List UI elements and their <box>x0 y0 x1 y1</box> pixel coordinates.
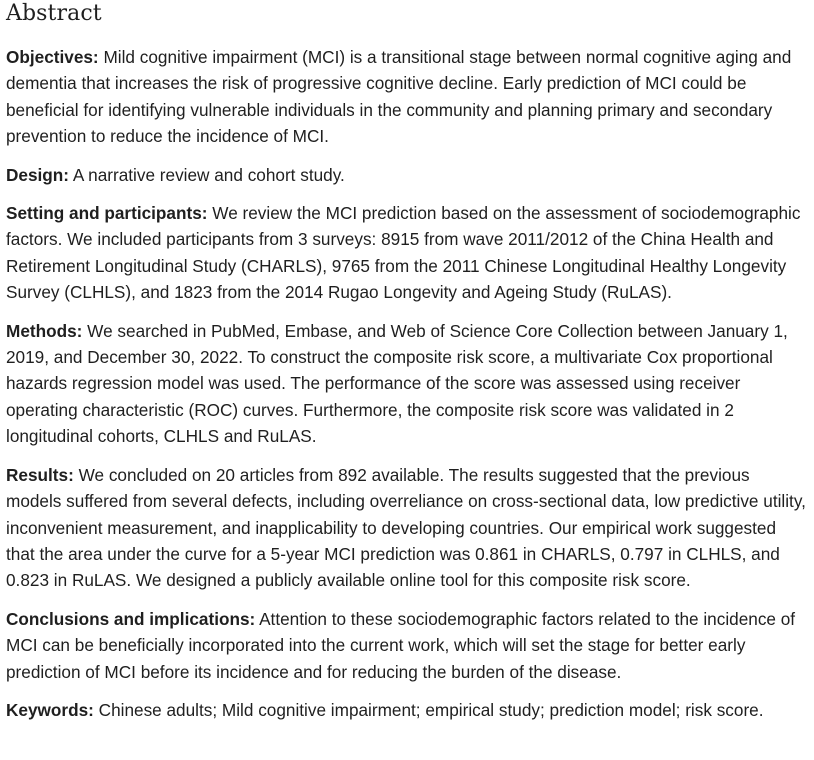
section-text: Chinese adults; Mild cognitive impairment; empirical study; prediction model; risk score. <box>98 699 764 720</box>
section-label: Setting and participants: <box>6 203 208 224</box>
section-label: Objectives: <box>6 47 99 67</box>
abstract-section-objectives <box>6 44 806 150</box>
abstract-section-design <box>6 162 806 188</box>
abstract-heading: Abstract <box>6 1 102 26</box>
section-text: A narrative review and cohort study. <box>72 164 345 185</box>
section-text: Attention to these sociodemographic factors related to the incidence of MCI can be beneficially incorporated into the current work, which will set the stage for better early prediction of MCI before its incidence and for reducing the burden of the disease. <box>6 608 796 682</box>
abstract-container <box>6 0 806 723</box>
abstract-section-setting-and-participants <box>6 200 806 306</box>
section-label: Conclusions and implications: <box>6 608 256 629</box>
abstract-section-methods <box>6 318 806 450</box>
section-label: Design: <box>6 164 70 185</box>
section-text: We searched in PubMed, Embase, and Web of Science Core Collection between January 1, 2019, and December 30, 2022. To construct the composite risk score, a multivariate Cox proportional hazards regression model was used. The performance of the score was assessed using receiver operating characteristic (ROC) curves. Furthermore, the composite risk score was validated in 2 longitudinal cohorts, CLHLS and RuLAS. <box>6 320 788 447</box>
abstract-section-keywords <box>6 697 806 723</box>
section-text: We review the MCI prediction based on the assessment of sociodemographic factors. We included participants from 3 surveys: 8915 from wave 2011/2012 of the China Health and Retirement Longitudinal Study (CHARLS), 9765 from the 2011 Chinese Longitudinal Healthy Longevity Survey (CLHLS), and 1823 from the 2014 Rugao Longevity and Ageing Study (RuLAS). <box>6 203 801 303</box>
section-text: We concluded on 20 articles from 892 available. The results suggested that the previous models suffered from several defects, including overreliance on cross-sectional data, low predictive utility, inconvenient measurement, and inapplicability to developing countries. Our empirical work suggested that the area under the curve for a 5-year MCI prediction was 0.861 in CHARLS, 0.797 in CLHLS, and 0.823 in RuLAS. We designed a publicly available online tool for this composite risk score. <box>6 464 806 591</box>
section-label: Keywords: <box>6 699 94 720</box>
section-label: Results: <box>6 464 74 485</box>
section-text: Mild cognitive impairment (MCI) is a transitional stage between normal cognitive aging and dementia that increases the risk of progressive cognitive decline. Early prediction of MCI could be beneficial for identifying vulnerable individuals in the community and planning primary and secondary prevention to reduce the incidence of MCI. <box>6 47 792 147</box>
abstract-section-results <box>6 462 806 594</box>
abstract-section-conclusions-and-implications <box>6 606 806 685</box>
section-label: Methods: <box>6 320 83 341</box>
